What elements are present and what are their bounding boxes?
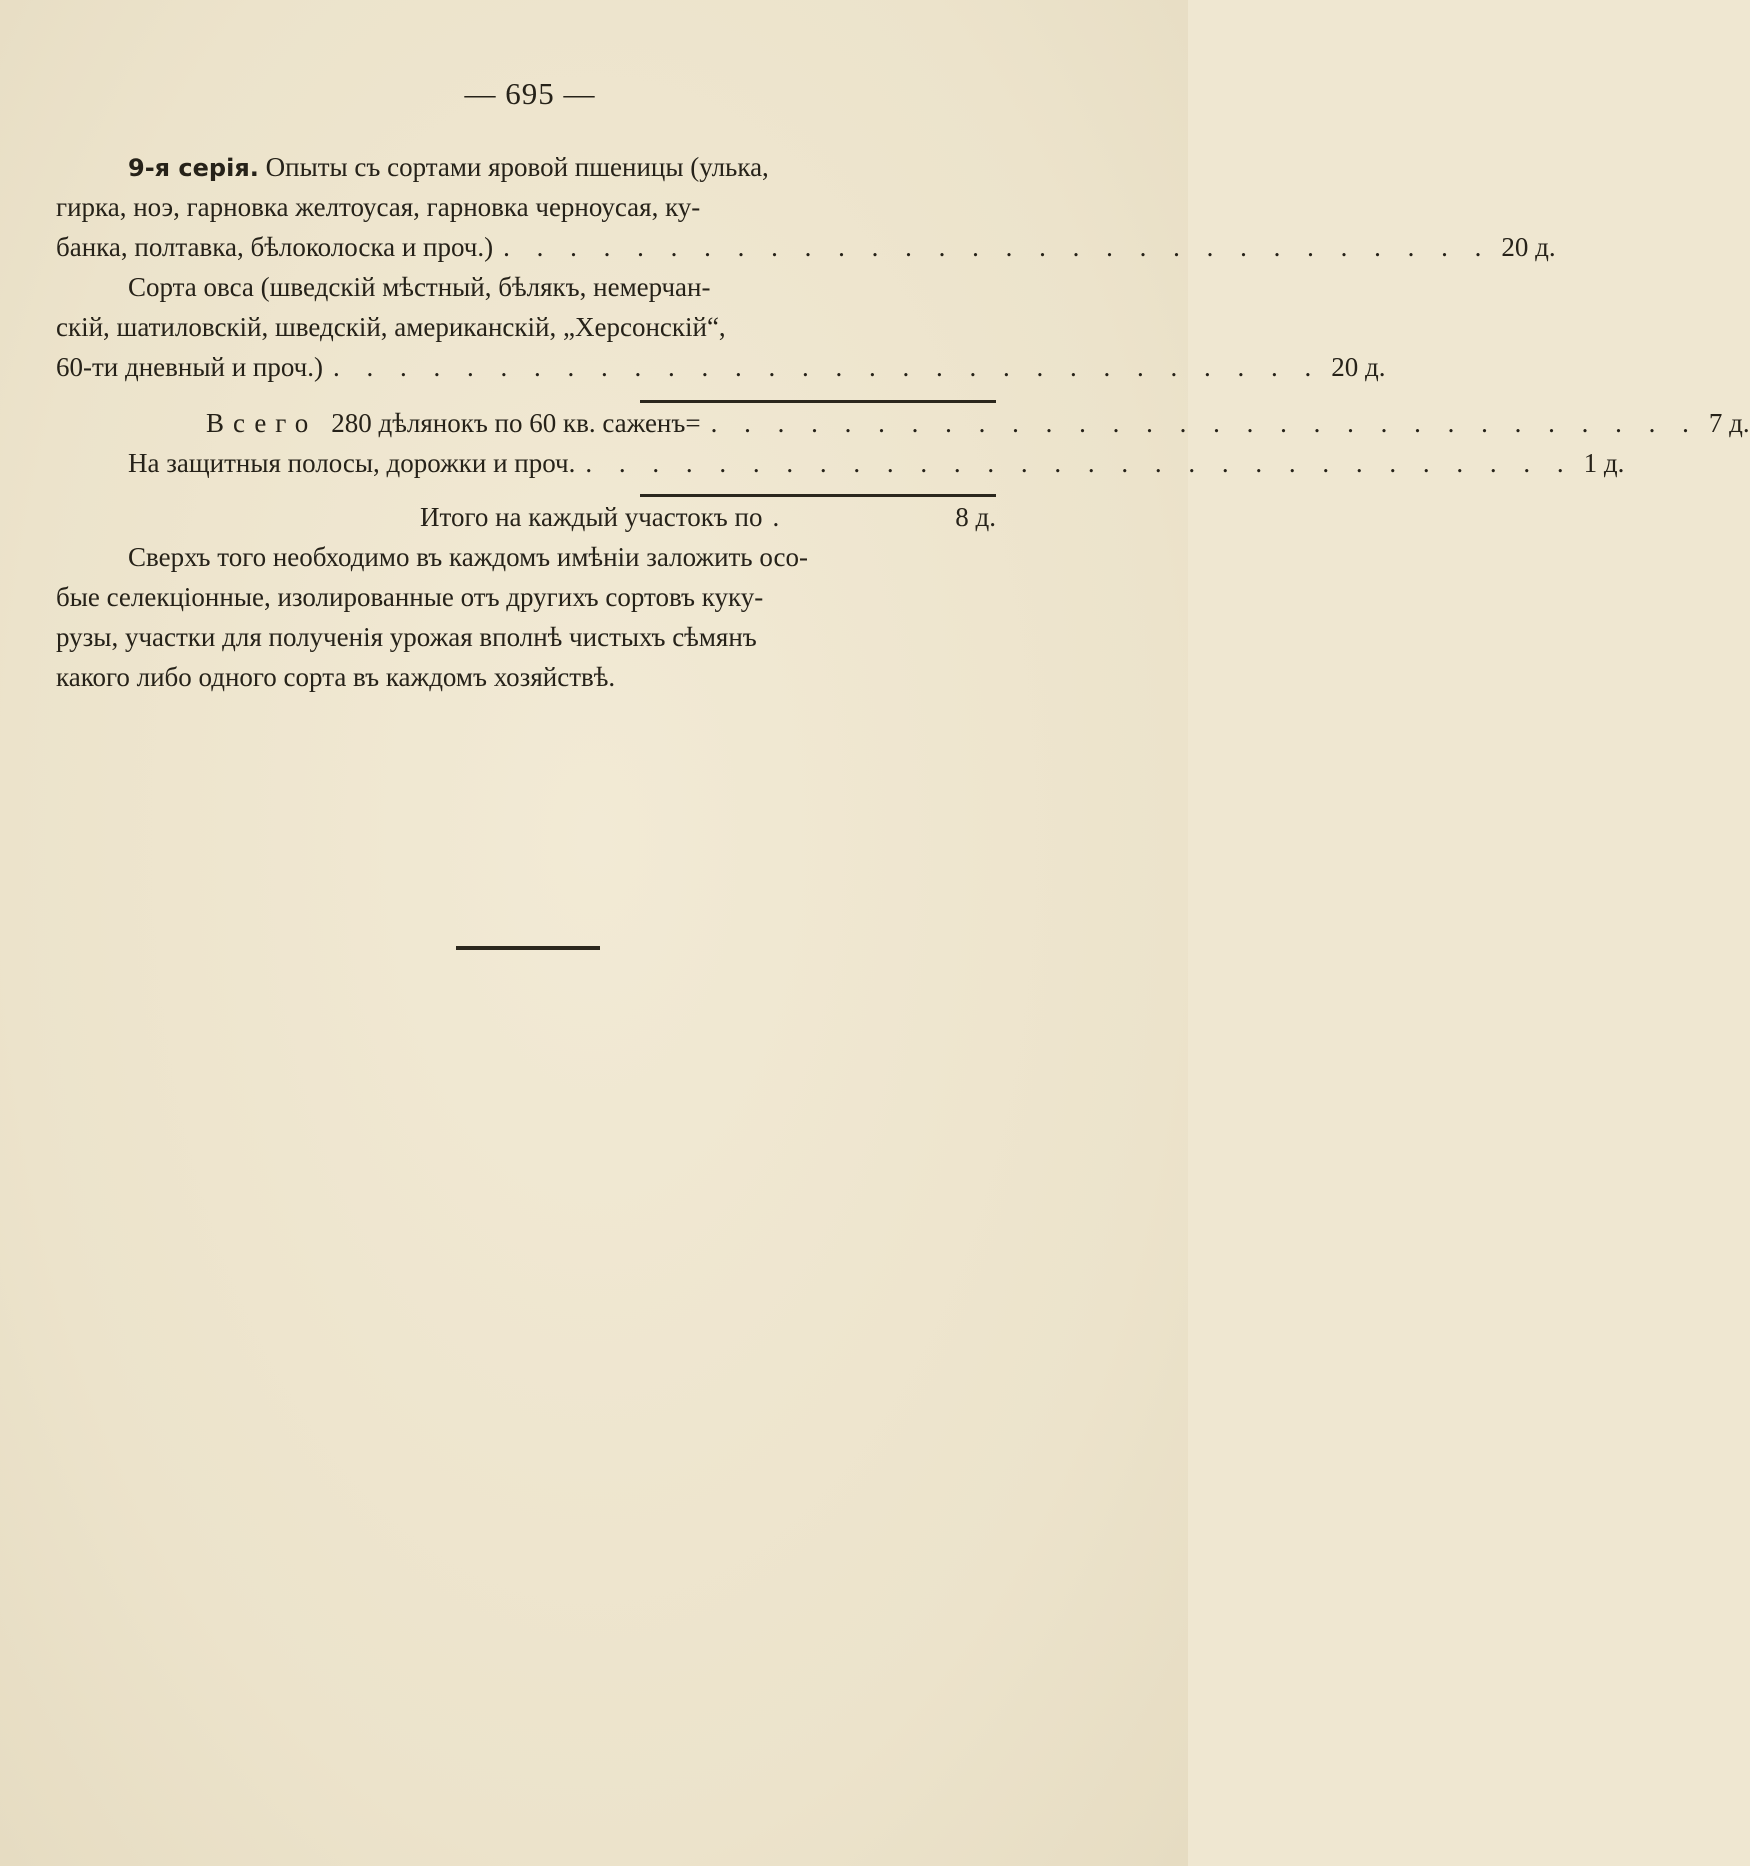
- oats-amount: 20 д.: [1331, 352, 1386, 382]
- itogo-amount: 8 д.: [955, 502, 996, 532]
- oats-line-2: скій, шатиловскій, шведскій, американскій, „Херсонскій“,: [56, 312, 726, 342]
- sum-rule-1: [640, 400, 996, 403]
- section-end-rule: [456, 946, 600, 950]
- series-line-3-text: банка, полтавка, бѣлоколоска и проч.): [56, 232, 494, 262]
- strips-line: [128, 448, 1625, 479]
- series-line-3: [56, 232, 1556, 263]
- closing-line-2: бые селекціонные, изолированные отъ другихъ сортовъ куку-: [56, 582, 764, 612]
- dot-leader: . . . . . . . . . . . . . . . . . . . . . . . . . . . . . .: [585, 448, 1574, 478]
- strips-text: На защитныя полосы, дорожки и проч.: [128, 448, 576, 478]
- oats-line-3: [56, 352, 1386, 383]
- closing-line-4: какого либо одного сорта въ каждомъ хозяйствѣ.: [56, 662, 616, 692]
- total-all-text: 280 дѣлянокъ по 60 кв. саженъ=: [331, 408, 701, 438]
- series-line-1-text: Опыты съ сортами яровой пшеницы (улька,: [265, 152, 769, 182]
- dot-leader: .: [772, 502, 790, 532]
- page-number: — 695 —: [464, 76, 596, 111]
- dot-leader: . . . . . . . . . . . . . . . . . . . . . . . . . . . . . .: [710, 408, 1699, 438]
- sum-rule-2: [640, 494, 996, 497]
- oats-line-3-text: 60-ти дневный и проч.): [56, 352, 323, 382]
- oats-line-1: Сорта овса (шведскій мѣстный, бѣлякъ, немерчан-: [128, 272, 711, 302]
- strips-amount: 1 д.: [1583, 448, 1625, 478]
- series-line-2: гирка, ноэ, гарновка желтоусая, гарновка черноусая, ку-: [56, 192, 701, 222]
- dot-leader: . . . . . . . . . . . . . . . . . . . . . . . . . . . . . .: [332, 352, 1322, 382]
- series-line-1: [128, 152, 996, 183]
- closing-line-3: рузы, участки для полученія урожая вполнѣ чистыхъ сѣмянъ: [56, 622, 757, 652]
- series-label: 9-я серія.: [128, 154, 259, 182]
- total-all-line: [206, 408, 1750, 439]
- itogo-line: [420, 502, 996, 533]
- closing-line-1: Сверхъ того необходимо въ каждомъ имѣніи заложить осо-: [128, 542, 809, 572]
- series-amount: 20 д.: [1501, 232, 1556, 262]
- total-all-amount: 7 д.: [1708, 408, 1750, 438]
- total-all-label: Всего: [206, 408, 318, 438]
- dot-leader: . . . . . . . . . . . . . . . . . . . . . . . . . . . . . .: [503, 232, 1492, 262]
- itogo-text: Итого на каждый участокъ по: [420, 502, 763, 532]
